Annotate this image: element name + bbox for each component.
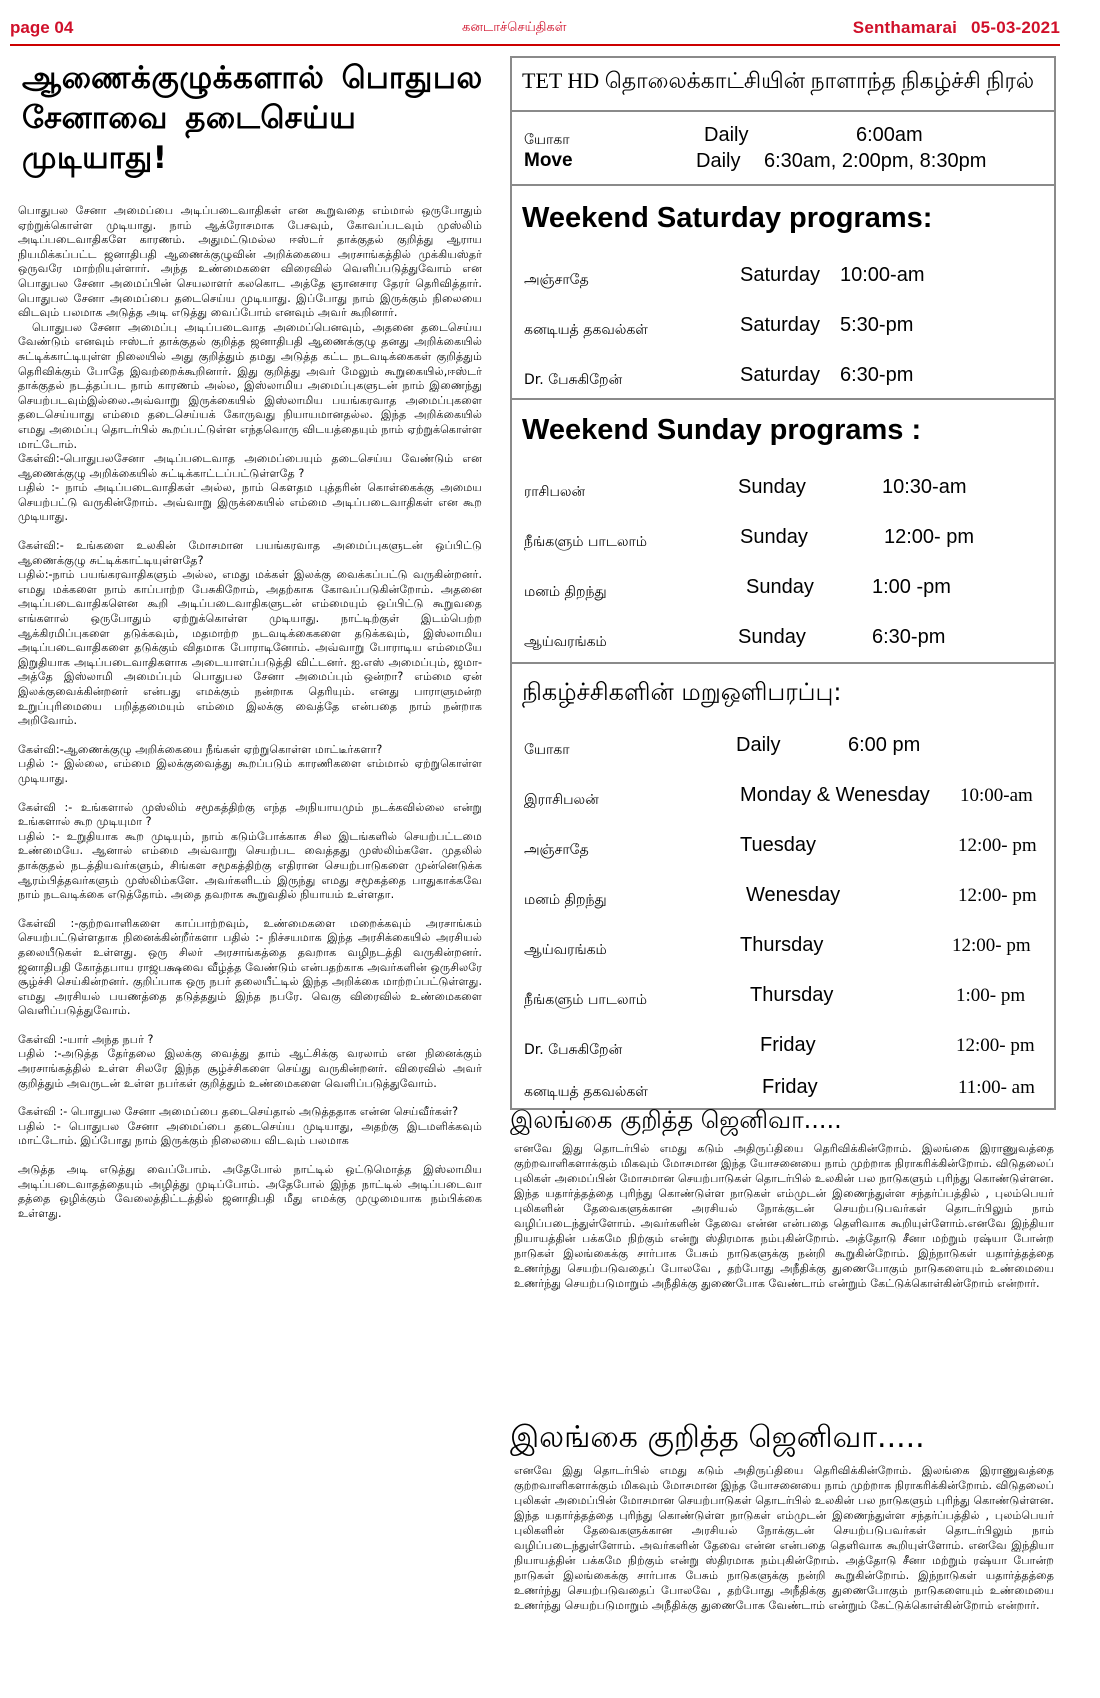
program-time: 12:00- pm [952, 935, 1031, 956]
program-time: 12:00- pm [958, 885, 1037, 906]
schedule-row [512, 364, 1054, 396]
geneva-article-1 [510, 1106, 1058, 1291]
program-time: 6:30-pm [872, 626, 946, 648]
divider [512, 662, 1054, 664]
program-name: யோகா [524, 742, 570, 758]
article-question: கேள்வி:-ஆணைக்குழு அறிக்கையை நீங்கள் ஏற்றுகொள்ள மாட்டீர்களா? [18, 742, 383, 756]
article-question: கேள்வி :- உங்களால் முஸ்லிம் சமூகத்திற்கு எந்த அநியாயமும் நடக்கவில்லை என்று உங்களால் கூற முடியுமா ? [18, 800, 482, 829]
schedule-row [512, 576, 1054, 608]
program-name: இராசிபலன் [524, 792, 599, 808]
main-article [14, 58, 486, 1683]
program-name: நீங்களும் பாடலாம் [524, 534, 648, 550]
program-time: 12:00- pm [958, 835, 1037, 856]
article-answer: பதில் :- உறுதியாக கூற முடியும், நாம் கடும்போக்காக சில இடங்களில் செயற்பட்டமை உண்மையே. ஆனால் எம்மை அவ்வாறு செயற்பட வைத்தது முஸ்லிம்களே. முதலில் தாக்குதல் நடத்தியவர்களும், சிங்கள சமூகத்திற்கு எதிரான செயற்பாடுகளை முன்னெடுக்க ஆரம்பித்தவர்களும் முஸ்லிம்களே. அவர்களிடம் இருந்து எமது சமூகத்தை பாதுகாக்கவே நாம் நடவடிக்கை எடுத்தோம். அதை தவறாக கூறுவதில் நியாயம் உள்ளதா. [18, 829, 482, 902]
program-time: 6:30-pm [840, 364, 914, 386]
program-name: கனடியத் தகவல்கள் [524, 1084, 648, 1100]
program-name: மனம் திறந்து [524, 584, 607, 600]
divider [512, 110, 1054, 112]
saturday-heading: Weekend Saturday programs: [522, 202, 933, 234]
schedule-row [512, 834, 1054, 866]
program-time: 12:00- pm [956, 1035, 1035, 1056]
article-question: கேள்வி :-குற்றவாளிகளை காப்பாற்றவும், உண்மைகளை மறைக்கவும் அரசாங்கம் செயற்பட்டுள்ளதாக நினைக்கின்றீர்களா பதில் :- நிச்சயமாக இந்த அரசிக்கையில் அரசியல் தலையீடுகள் உள்ளது. ஒரு சிலர் அரசாங்கத்தை தவறாக வழிநடத்தி வருகின்றனர். ஜனாதிபதி கோத்தபாய ராஜபக்ஷவை வீழ்த்த வேண்டும் என்பதற்காக அவர்களின் ஒருசிலரே சூழ்ச்சி செய்கின்றனர். குறிப்பாக ஒரு நபர் தலையீட்டில் இந்த அறிக்கை மாற்றப்பட்டுள்ளது. எமது அரசியல் பயணத்தை தடுத்ததும் இந்த நபரே. வெகு விரைவில் உண்மைகளை வெளிப்படுத்துவோம். [18, 916, 482, 1018]
divider [512, 398, 1054, 400]
program-time: 6:00 pm [848, 734, 921, 756]
issue-date: 05-03-2021 [971, 18, 1060, 37]
article-paragraph: அடுத்த அடி எடுத்து வைப்போம். அதேபோல் நாட்டில் ஒட்டுமொத்த இஸ்லாமிய அடிப்படைவாதத்தையும் அழித்து முடிப்போம். அதேபோல் இந்த நாட்டில் அடிப்படைவா தத்தை ஒழிக்கும் வேலைத்திட்டத்தில் ஜனாதிபதி மீது எமக்கு முழுமையாக நம்பிக்கை உள்ளது. [18, 1163, 482, 1220]
program-name: Move [524, 150, 573, 171]
program-day: Daily [704, 124, 749, 146]
schedule-row [512, 526, 1054, 558]
program-time: 10:00-am [840, 264, 925, 286]
article-title-line-1: ஆணைக்குழுக்களால் பொதுபல [22, 60, 483, 96]
article-question: கேள்வி:- உங்களை உலகின் மோசமான பயங்கரவாத அமைப்புகளுடன் ஒப்பிட்டு ஆணைக்குழு சுட்டிக்காட்டியுள்ளதே? [18, 539, 482, 567]
program-day: Saturday [740, 264, 821, 286]
article-question: கேள்வி:-பொதுபலசேனா அடிப்படைவாத அமைப்பையும் தடைசெய்ய வேண்டும் என ஆணைக்குழு அறிக்கையில் சுட்டிக்காட்டப்பட்டுள்ளதே ? [18, 452, 482, 480]
program-time: 6:30am, 2:00pm, 8:30pm [764, 150, 987, 172]
program-day: Saturday [740, 314, 821, 336]
program-day: Daily [696, 150, 741, 172]
article-answer: பதில் :- இல்லை, எம்மை இலக்குவைத்து கூறப்படும் காரணிகளை எம்மால் ஏற்றுகொள்ள முடியாது. [18, 757, 482, 785]
program-name: கனடியத் தகவல்கள் [524, 322, 648, 338]
program-name: Dr. பேசுகிறேன் [524, 1042, 623, 1058]
paper-name: கனடாச்செய்திகள் [462, 20, 567, 35]
geneva-body-1: எனவே இது தொடர்பில் எமது கடும் அதிருப்தியை தெரிவிக்கின்றோம். இலங்கை இராணுவத்தை குற்றவாளிகளாக்கும் மிகவும் மோசமான இந்த யோசனையை நாம் முற்றாக நிராகரிக்கின்றோம். விடுதலைப் புலிகள் அமைப்பின் மோசமான செயற்பாடுகள் தொடர்பில் உலகின் பல நாடுகளும் புரிந்து கொண்டுள்ளன. இந்த யதார்த்தத்தை புரிந்து கொண்டுள்ள நாடுகள் எம்முடன் இணைந்துள்ள சந்தர்ப்பத்தில் , புலம்பெயர் புலிகளின் தேவைகளுக்கான அரசியல் நோக்குடன் செயற்படுபவர்கள் தொடர்பிலும் நாம் வழிப்படைந்துள்ளோம். அவர்களின் தேவை என்ன என்பதை தெளிவாக கூறியுள்ளோம்.எனவே இந்தியா நியாயத்தின் பக்கமே நிற்கும் என்று ஸ்திரமாக நம்புகின்றோம். அத்தோடு சீனா மற்றும் ரஷ்யா போன்ற நாடுகள் இலங்கைக்கு சார்பாக பேசும் நாடுகளுக்கு நன்றி கூறுகின்றோம். இந்நாடுகள் யதார்த்தத்தை உணர்ந்து செயற்படுவதைப் போலவே , தற்போது அநீதிக்கு துணைபோகும் நாடுகளையும் உண்மையை உணர்ந்து செயற்படுமாறும் அநீதிக்கு துணைபோக வேண்டாம் என்றும் கேட்டுக்கொள்கின்றோம் என்றார். [514, 1142, 1054, 1290]
schedule-row [512, 314, 1054, 346]
page-header [10, 18, 1060, 42]
program-day: Tuesday [740, 834, 816, 856]
program-time: 10:30-am [882, 476, 967, 498]
program-name: நீங்களும் பாடலாம் [524, 992, 648, 1008]
program-name: ஆய்வரங்கம் [524, 942, 607, 958]
brand-name: Senthamarai [852, 18, 958, 37]
program-name: யோகா [524, 132, 570, 148]
schedule-row [512, 150, 1054, 182]
article-title-line-2: சேனாவை தடைசெய்ய முடியாது! [22, 100, 357, 176]
page-number: page 04 [10, 18, 74, 37]
program-day: Sunday [738, 476, 806, 498]
article-question: கேள்வி :- பொதுபல சேனா அமைப்பை தடைசெய்தால் அடுத்ததாக என்ன செய்வீர்கள்? [18, 1105, 459, 1119]
schedule-row [512, 1076, 1054, 1108]
article-answer: பதில் :- நாம் அடிப்படைவாதிகள் அல்ல, நாம் கௌதம புத்தரின் கொள்கைக்கு அமைய செயற்பட்டு வருகின்றோம். அவ்வாறு இருக்கையில் எம்மை அடிப்படைவாதிகள் என கூற முடியாது. [18, 481, 482, 524]
schedule-title: TET HD தொலைக்காட்சியின் நாளாந்த நிகழ்ச்சி நிரல் [522, 68, 1035, 93]
program-time: 12:00- pm [884, 526, 975, 548]
program-name: அஞ்சாதே [524, 842, 589, 858]
article-title [22, 58, 486, 178]
article-question: கேள்வி :-யார் அந்த நபர் ? [18, 1032, 154, 1046]
geneva-title-1: இலங்கை குறித்த ஜெனிவா..... [510, 1106, 842, 1134]
program-time: 1:00 -pm [872, 576, 951, 598]
program-day: Sunday [746, 576, 814, 598]
schedule-row [512, 784, 1054, 816]
program-day: Wenesday [746, 884, 841, 906]
program-day: Sunday [740, 526, 808, 548]
schedule-row [512, 1034, 1054, 1066]
program-day: Friday [760, 1034, 816, 1056]
schedule-row [512, 884, 1054, 916]
program-day: Monday & Wenesday [740, 784, 930, 806]
program-name: அஞ்சாதே [524, 272, 589, 288]
program-time: 1:00- pm [956, 985, 1026, 1006]
program-day: Friday [762, 1076, 818, 1098]
article-paragraph: பொதுபல சேனா அமைப்பை அடிப்படைவாதிகள் என கூறுவதை எம்மால் ஒருபோதும் ஏற்றுக்கொள்ள முடியாது. நாம் ஆக்ரோசமாக பேசவும், கோவப்படவும் முஸ்லிம் அடிப்படைவாதிகளே காரணம். அதுமட்டுமல்ல ஈஸ்டர் தாக்குதல் குறித்து ஆராய நியமிக்கப்பட்ட ஜனாதிபதி ஆணைக்குழுவின் அறிக்கையை அரசாங்கத்தில் முக்கியஸ்தர் ஒருவரே மாற்றியுள்ளார். அந்த உண்மைகளை விரைவில் வெளிப்படுத்துவோம் என பொதுபல சேனா அமைப்பின் செயலாளர் கலகொட அத்தே ஞானசார தேரர் தெரிவித்தார். பொதுபல சேனா அமைப்பை தடைசெய்ய முடியாது. இப்போது நாம் இருக்கும் நிலையை விடவும் பலமாக அடுத்த அடி எடுத்து வைப்போம் எனவும் அவர் கூறினார். [18, 204, 482, 320]
program-time: 6:00am [856, 124, 923, 146]
article-answer: பதில் :-அடுத்த தேர்தலை இலக்கு வைத்து தாம் ஆட்சிக்கு வரலாம் என நினைக்கும் அரசாங்கத்தில் உள்ள சிலரே இந்த சூழ்ச்சிகளை செய்து வருகின்றனர். விரைவில் அவர் குறித்தும் அவருடன் உள்ள நபர்கள் குறித்தும் உண்மைகளை வெளிப்படுத்துவோம். [18, 1047, 482, 1090]
program-day: Thursday [750, 984, 834, 1006]
schedule-row [512, 984, 1054, 1016]
schedule-row [512, 264, 1054, 296]
geneva-title-2: இலங்கை குறித்த ஜெனிவா..... [510, 1420, 925, 1455]
schedule-row [512, 734, 1054, 766]
program-name: Dr. பேசுகிறேன் [524, 372, 623, 388]
tv-schedule-box [510, 56, 1056, 1110]
program-name: மனம் திறந்து [524, 892, 607, 908]
program-name: ராசிபலன் [524, 484, 586, 500]
article-paragraph: பொதுபல சேனா அமைப்பு அடிப்படைவாத அமைப்பெனவும், அதனை தடைசெய்ய வேண்டும் எனவும் ஈஸ்டர் தாக்குதல் குறித்த ஜனாதிபதி ஆணைக்குழு தனது அறிக்கையில் சுட்டிக்காட்டியுள்ள நிலையில் அது குறித்தும் தமது அடுத்த கட்ட நடவடிக்கைகள் குறித்தும் தெரிவிக்கும் போதே இவற்றைக்கூறினார். இது குறித்து அவர் மேலும் கூறுகையில்,ஈஸ்டர் தாக்குதல் நடத்தப்பட நாம் காரணம் அல்ல, இஸ்லாமிய அமைப்புகளுடன் நாம் இணைந்து செயற்படவும்இல்லை.அவ்வாறு இருக்கையில் இஸ்லாமிய பயங்கரவாத அமைப்புகளை தடைசெய்யாது எம்மை தடைசெய்யக் கோருவது நியாயமானதல்ல. இந்த அறிக்கையில் எமது அமைப்பு தொடர்பில் கூறப்பட்டுள்ள எந்தவொரு விடயத்தையும் நாம் ஏற்றுக்கொள்ள மாட்டோம். [18, 320, 482, 451]
sunday-heading: Weekend Sunday programs : [522, 414, 922, 446]
article-body [18, 204, 482, 1221]
schedule-row [512, 934, 1054, 966]
masthead [839, 18, 1060, 38]
program-day: Thursday [740, 934, 824, 956]
program-name: ஆய்வரங்கம் [524, 634, 607, 650]
divider [512, 184, 1054, 186]
header-rule [10, 44, 1060, 46]
schedule-row [512, 476, 1054, 508]
article-answer: பதில் :- பொதுபல சேனா அமைப்பை தடைசெய்ய முடியாது, அதற்கு இடமளிக்கவும் மாட்டோம். இப்போது நாம் இருக்கும் நிலையை விடவும் பலமாக [18, 1119, 482, 1148]
program-time: 10:00-am [960, 785, 1033, 806]
program-time: 5:30-pm [840, 314, 914, 336]
schedule-row [512, 626, 1054, 658]
program-day: Saturday [740, 364, 821, 386]
rerun-heading: நிகழ்ச்சிகளின் மறுஒளிபரப்பு: [522, 678, 842, 706]
geneva-body-2: எனவே இது தொடர்பில் எமது கடும் அதிருப்தியை தெரிவிக்கின்றோம். இலங்கை இராணுவத்தை குற்றவாளிகளாக்கும் மிகவும் மோசமான இந்த யோசனையை நாம் முற்றாக நிராகரிக்கின்றோம். விடுதலைப் புலிகள் அமைப்பின் மோசமான செயற்பாடுகள் தொடர்பில் உலகின் பல நாடுகளும் புரிந்து கொண்டுள்ளன. இந்த யதார்த்தத்தை புரிந்து கொண்டுள்ள நாடுகள் எம்முடன் இணைந்துள்ள சந்தர்ப்பத்தில் , புலம்பெயர் புலிகளின் தேவைகளுக்கான அரசியல் நோக்குடன் செயற்படுபவர்கள் தொடர்பிலும் நாம் வழிப்படைந்துள்ளோம். அவர்களின் தேவை என்ன என்பதை தெளிவாக கூறியுள்ளோம். எனவே இந்தியா நியாயத்தின் பக்கமே நிற்கும் என்று ஸ்திரமாக நம்புகின்றோம். அத்தோடு சீனா மற்றும் ரஷ்யா போன்ற நாடுகள் இலங்கைக்கு சார்பாக பேசும் நாடுகளுக்கு நன்றி கூறுகின்றோம். இந்நாடுகள் யதார்த்தத்தை உணர்ந்து செயற்படுவதைப் போலவே , தற்போது அநீதிக்கு துணைபோகும் நாடுகளையும் உண்மையை உணர்ந்து செயற்படுமாறும் அநீதிக்கு துணைபோக வேண்டாம் என்றும் கேட்டுக்கொள்கின்றோம் என்றார். [514, 1464, 1054, 1612]
program-day: Sunday [738, 626, 806, 648]
geneva-article-2 [510, 1420, 1058, 1613]
program-time: 11:00- am [958, 1077, 1035, 1098]
article-answer: பதில்:-நாம் பயங்கரவாதிகளும் அல்ல, எமது மக்கள் இலக்கு வைக்கப்பட்டு வருகின்றனர். எமது மக்களை நாம் காப்பாற்ற பேசுகிறோம், அதற்காக கோவப்படுகின்றோம். அதனை அடிப்படைவாதிகளென கூறி அடிப்படைவாதிகளுடன் எம்மையும் ஒப்பிட்டு கூறுவதை எங்களால் ஒருபோதும் ஏற்றுக்கொள்ள முடியாது. நாட்டிற்குள் இடம்பெற்ற ஆக்கிரமிப்புகளை தடுக்கவும், மதமாற்ற நடவடிக்கைகளை தடுக்கவும், இஸ்லாமிய அடிப்படைவாதிகளை தடுக்கும் விதமாக போராடினோம். அவ்வாறு போராடிய எம்மையே இறுதியாக அடிப்படைவாதிகளாக அடையாளப்படுத்தி விட்டனர். ஐ.எஸ் அமைப்பும், ஜமா-அத்தே இஸ்லாமி அமைப்பும் பொதுபல சேனா அமைப்பும் ஒன்றா? எம்மை ஏன் இலக்குவைக்கின்றனர் என்பது எமக்கும் நன்றாக தெரியும். எனது பாராளுமன்ற உறுப்புரிமையை பறித்தமையும் எம்மை இலக்கு வைத்தே என்பதை நாம் நன்றாக அறிவோம். [18, 568, 482, 728]
program-day: Daily [736, 734, 781, 756]
